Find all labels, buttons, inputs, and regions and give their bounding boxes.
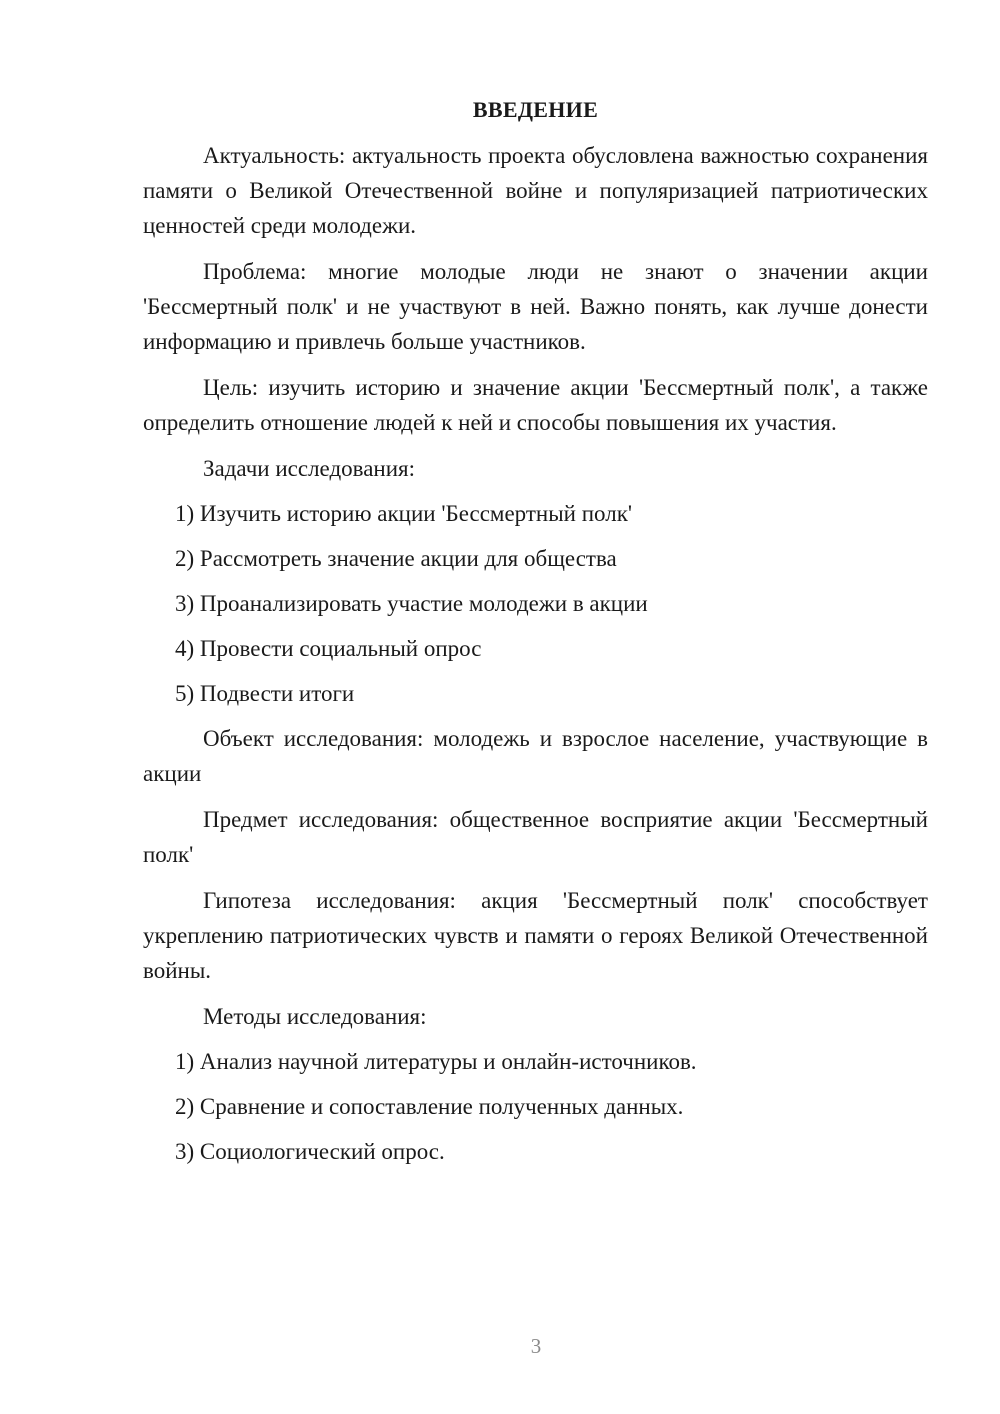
paragraph-subject: Предмет исследования: общественное восприятие акции 'Бессмертный полк': [143, 807, 928, 867]
paragraph-problem: Проблема: многие молодые люди не знают о значении акции 'Бессмертный полк' и не участвуют в ней. Важно понять, как лучше донести информацию и привлечь больше участников.: [143, 259, 928, 354]
task-item-1: 1) Изучить историю акции 'Бессмертный полк': [175, 501, 633, 526]
tasks-heading: Задачи исследования:: [203, 456, 416, 481]
method-item-1: 1) Анализ научной литературы и онлайн-источников.: [175, 1049, 697, 1074]
method-item-2: 2) Сравнение и сопоставление полученных данных.: [175, 1094, 684, 1119]
page-content: [143, 94, 928, 1179]
paragraph-hypothesis: Гипотеза исследования: акция 'Бессмертный полк' способствует укреплению патриотических чувств и памяти о героях Великой Отечественной войны.: [143, 888, 928, 983]
section-title: ВВЕДЕНИЕ: [472, 97, 599, 122]
paragraph-relevance: Актуальность: актуальность проекта обусловлена важностью сохранения памяти о Великой Отечественной войне и популяризацией патриотических ценностей среди молодежи.: [143, 143, 928, 238]
paragraph-goal: Цель: изучить историю и значение акции 'Бессмертный полк', а также определить отношение людей к ней и способы повышения их участия.: [143, 375, 928, 435]
methods-list: [143, 1044, 928, 1169]
task-item-4: 4) Провести социальный опрос: [175, 636, 482, 661]
methods-heading: Методы исследования:: [203, 1004, 427, 1029]
task-item-5: 5) Подвести итоги: [175, 681, 355, 706]
paragraph-object: Объект исследования: молодежь и взрослое население, участвующие в акции: [143, 726, 928, 786]
task-item-2: 2) Рассмотреть значение акции для общества: [175, 546, 617, 571]
page-number: 3: [530, 1334, 542, 1358]
task-item-3: 3) Проанализировать участие молодежи в акции: [175, 591, 648, 616]
method-item-3: 3) Социологический опрос.: [175, 1139, 445, 1164]
tasks-list: [143, 496, 928, 711]
